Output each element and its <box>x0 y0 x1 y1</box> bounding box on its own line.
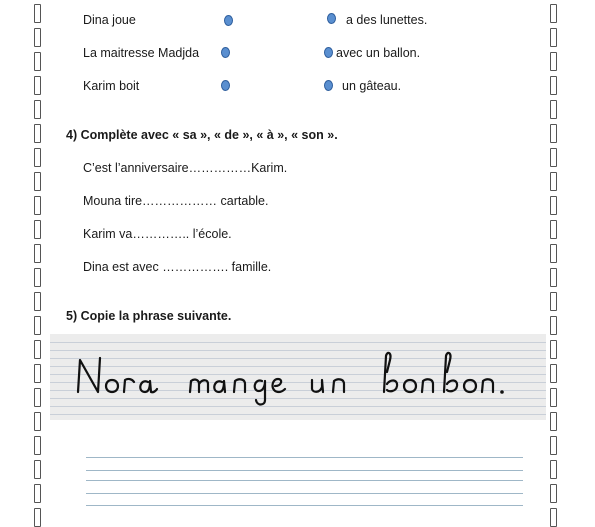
border-mark <box>34 244 41 263</box>
border-mark <box>550 340 557 359</box>
border-mark <box>34 220 41 239</box>
border-mark <box>34 340 41 359</box>
copy-line[interactable] <box>86 493 523 494</box>
border-mark <box>34 172 41 191</box>
border-mark <box>550 52 557 71</box>
border-mark <box>550 268 557 287</box>
border-mark <box>34 52 41 71</box>
fill-blank-line[interactable]: Dina est avec ……………. famille. <box>83 260 272 274</box>
border-mark <box>550 172 557 191</box>
border-mark <box>34 148 41 167</box>
border-mark <box>34 196 41 215</box>
border-mark <box>550 316 557 335</box>
border-mark <box>550 364 557 383</box>
border-mark <box>34 292 41 311</box>
match-dot-left[interactable] <box>221 80 230 91</box>
border-mark <box>34 100 41 119</box>
match-right-item: un gâteau. <box>342 79 402 93</box>
border-mark <box>34 388 41 407</box>
page-border-left <box>34 0 44 525</box>
match-dot-right[interactable] <box>324 80 333 91</box>
handwritten-sentence-image <box>50 334 546 420</box>
border-mark <box>550 220 557 239</box>
border-mark <box>550 436 557 455</box>
border-mark <box>34 316 41 335</box>
border-mark <box>550 508 557 527</box>
border-mark <box>550 292 557 311</box>
border-mark <box>550 484 557 503</box>
border-mark <box>550 388 557 407</box>
border-mark <box>34 460 41 479</box>
border-mark <box>34 484 41 503</box>
copy-line[interactable] <box>86 470 523 471</box>
border-mark <box>550 4 557 23</box>
border-mark <box>34 28 41 47</box>
border-mark <box>550 460 557 479</box>
match-dot-right[interactable] <box>327 13 336 24</box>
fill-blank-line[interactable]: Karim va………….. l’école. <box>83 227 232 241</box>
border-mark <box>34 268 41 287</box>
exercise-4-title: 4) Complète avec « sa », « de », « à », « son ». <box>66 128 338 142</box>
copy-line[interactable] <box>86 457 523 458</box>
handwriting-model <box>50 334 546 420</box>
border-mark <box>550 148 557 167</box>
match-left-item: Dina joue <box>83 13 136 27</box>
border-mark <box>34 124 41 143</box>
match-right-item: a des lunettes. <box>346 13 428 27</box>
match-dot-left[interactable] <box>224 15 233 26</box>
match-left-item: Karim boit <box>83 79 140 93</box>
border-mark <box>550 196 557 215</box>
border-mark <box>34 412 41 431</box>
copy-line[interactable] <box>86 480 523 481</box>
border-mark <box>550 76 557 95</box>
fill-blank-line[interactable]: C’est l’anniversaire……………Karim. <box>83 161 288 175</box>
match-right-item: avec un ballon. <box>336 46 421 60</box>
match-dot-left[interactable] <box>221 47 230 58</box>
fill-blank-line[interactable]: Mouna tire……………… cartable. <box>83 194 269 208</box>
border-mark <box>34 364 41 383</box>
border-mark <box>550 100 557 119</box>
border-mark <box>550 124 557 143</box>
exercise-5-title: 5) Copie la phrase suivante. <box>66 309 232 323</box>
page-border-right <box>550 0 560 525</box>
border-mark <box>34 4 41 23</box>
border-mark <box>550 412 557 431</box>
border-mark <box>34 436 41 455</box>
copy-line[interactable] <box>86 505 523 506</box>
border-mark <box>550 28 557 47</box>
match-left-item: La maitresse Madjda <box>83 46 200 60</box>
border-mark <box>34 508 41 527</box>
border-mark <box>550 244 557 263</box>
border-mark <box>34 76 41 95</box>
match-dot-right[interactable] <box>324 47 333 58</box>
